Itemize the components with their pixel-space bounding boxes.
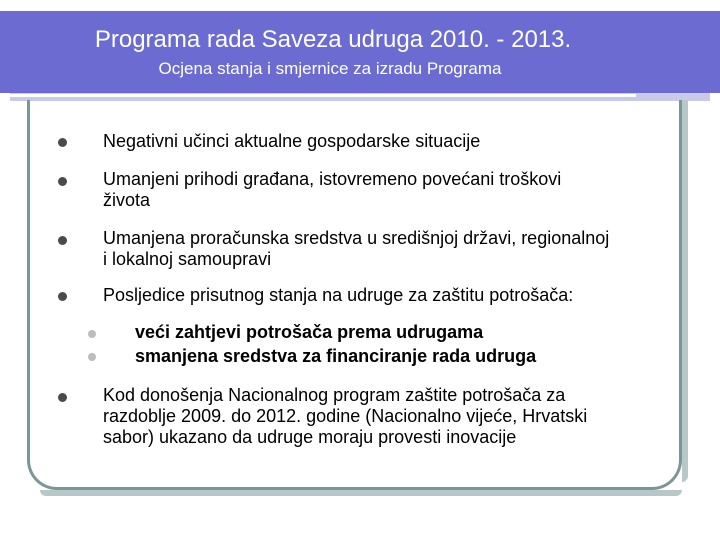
bullet-item [103,131,673,152]
subbullet-dot [88,330,96,338]
bullet-line: sabor) ukazano da udruge moraju provesti inovacije [103,427,517,447]
subbullet-item: veći zahtjevi potrošača prema udrugama [135,322,484,342]
frame-shadow-right [682,100,688,482]
bullet-line: i lokalnoj samoupravi [103,249,272,269]
subbullet-dot [88,353,96,361]
bullet-line: Negativni učinci aktualne gospodarske situacije [103,131,481,151]
bullet-dot [58,177,67,186]
slide-subtitle: Ocjena stanja i smjernice za izradu Programa [158,59,502,78]
bullet-line: Posljedice prisutnog stanja na udruge za zaštitu potrošača: [103,285,574,305]
bullet-item [103,285,673,306]
bullet-dot [58,292,67,301]
frame-shadow-bottom [40,490,682,496]
header-underline [0,94,636,97]
bullet-item [103,385,673,448]
bullet-dot [58,138,67,147]
slide-title: Programa rada Saveza udruga 2010. - 2013. [94,26,572,53]
bullet-item [103,169,673,211]
bullet-line: Umanjena proračunska sredstva u središnjoj državi, regionalnoj [103,228,610,248]
bullet-dot [58,393,67,402]
bullet-line: Umanjeni prihodi građana, istovremeno povećani troškovi [103,169,562,189]
subbullet-item: smanjena sredstva za financiranje rada udruga [135,346,537,366]
bullet-line: života [103,190,151,210]
bullet-item [103,228,673,270]
bullet-dot [58,236,67,245]
bullet-line: razdoblje 2009. do 2012. godine (Nacionalno vijeće, Hrvatski [103,406,588,426]
bullet-line: Kod donošenja Nacionalnog program zaštite potrošača za [103,385,566,405]
